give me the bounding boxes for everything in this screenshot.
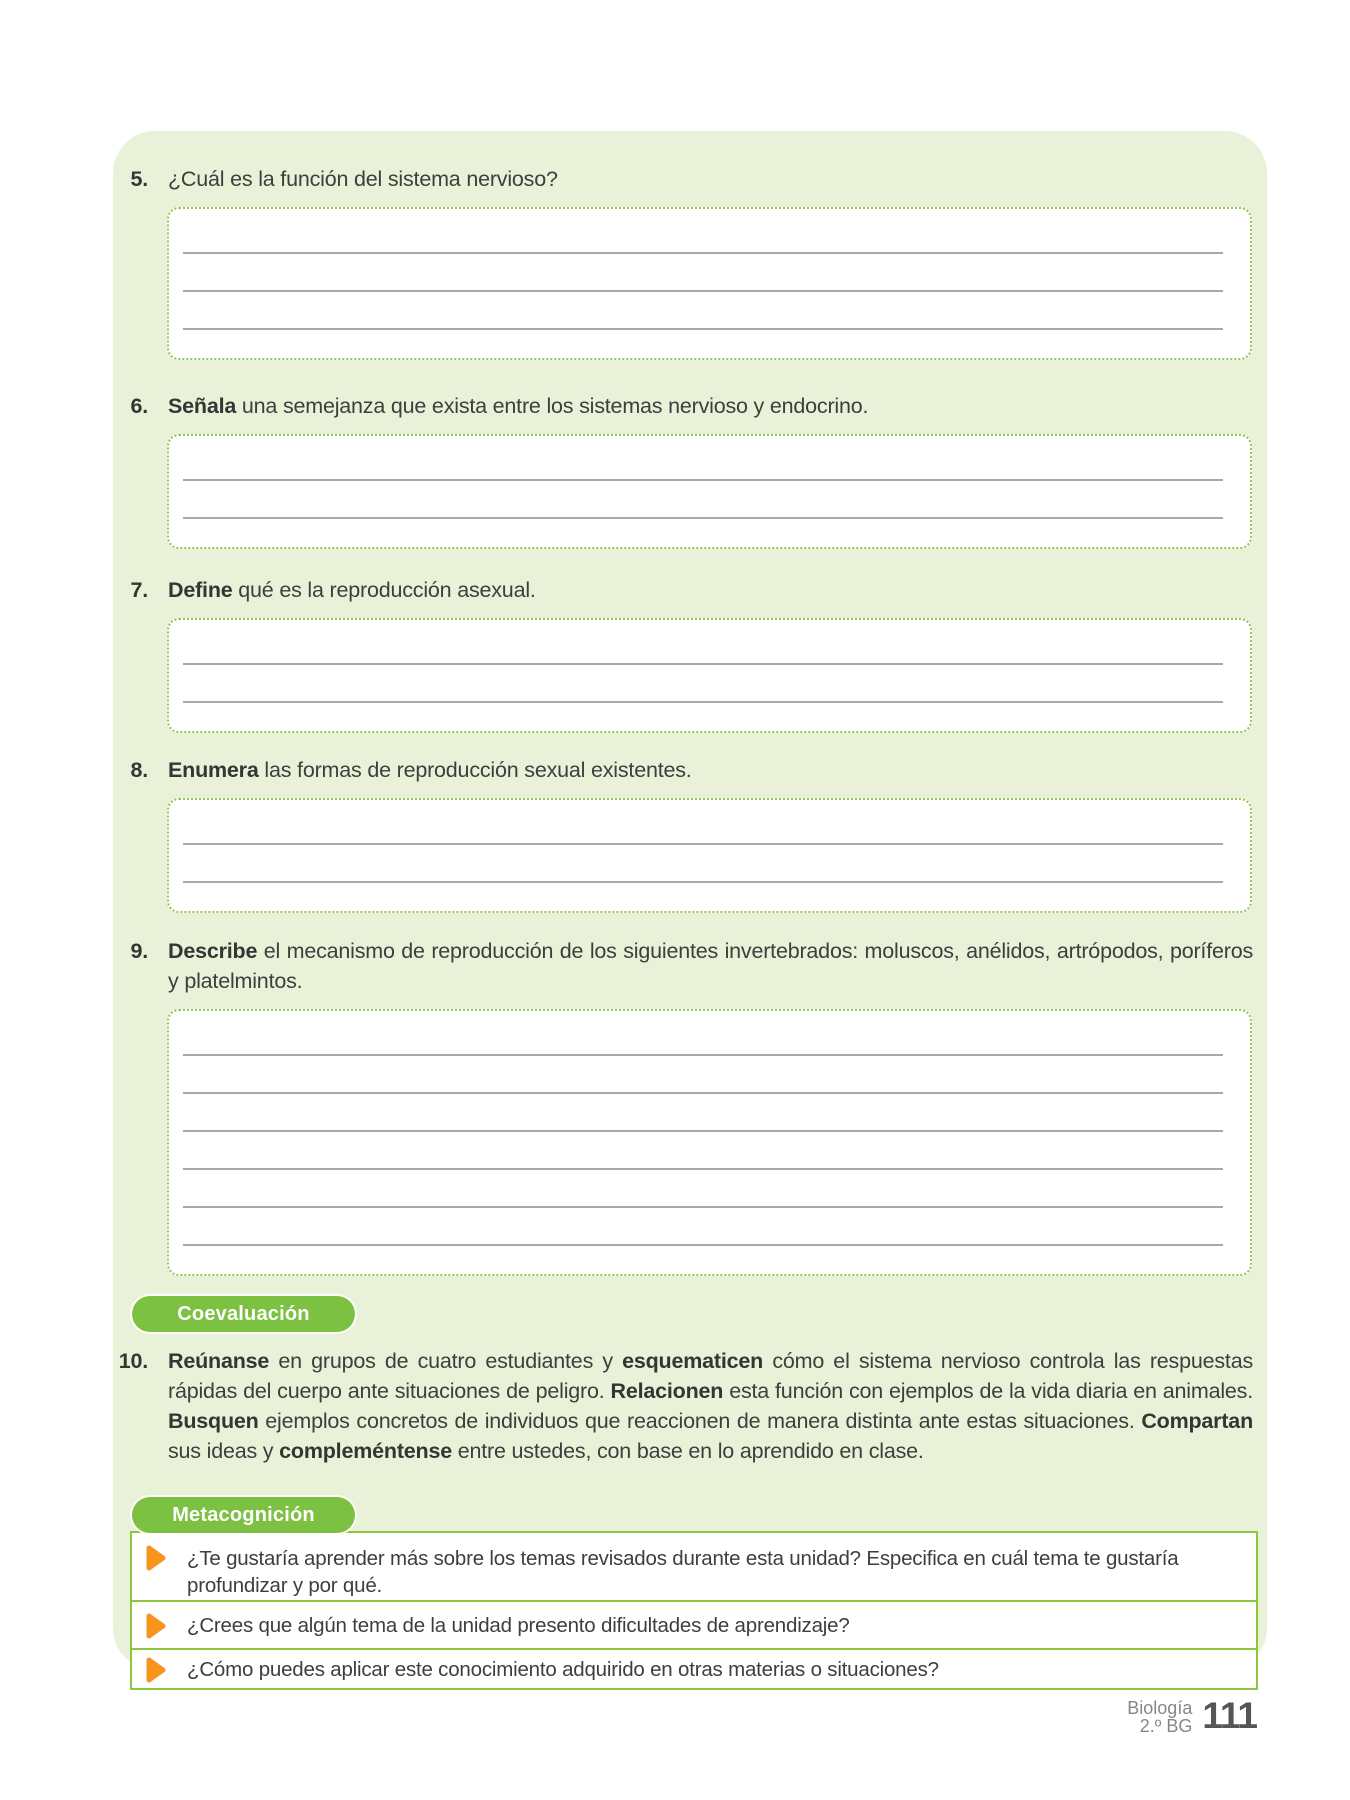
page-footer bbox=[1127, 1697, 1257, 1735]
metacognicion-question: ¿Cómo puedes aplicar este conocimiento adquirido en otras materias o situaciones? bbox=[187, 1657, 939, 1681]
question-text-bold: Compartan bbox=[1141, 1409, 1253, 1433]
question-10 bbox=[113, 1346, 1253, 1466]
question-text: sus ideas y bbox=[168, 1439, 280, 1463]
question-number: 6. bbox=[130, 394, 148, 418]
answer-box-8 bbox=[167, 798, 1252, 913]
answer-line bbox=[183, 701, 1223, 703]
answer-box-5 bbox=[167, 207, 1252, 360]
question-6 bbox=[113, 391, 1267, 421]
answer-line bbox=[183, 290, 1223, 292]
question-8 bbox=[113, 755, 1267, 785]
question-text-bold: Busquen bbox=[168, 1409, 259, 1433]
metacognicion-table bbox=[130, 1531, 1258, 1690]
answer-line bbox=[183, 1092, 1223, 1094]
answer-box-6 bbox=[167, 434, 1252, 549]
question-text: cómo el sistema nervioso controla las respuestas rápidas del cuerpo ante situaciones de peligro. bbox=[168, 1349, 1253, 1403]
answer-line bbox=[183, 1244, 1223, 1246]
question-number: 9. bbox=[130, 939, 148, 963]
answer-line bbox=[183, 252, 1223, 254]
answer-line bbox=[183, 1054, 1223, 1056]
question-text: entre ustedes, con base en lo aprendido en clase. bbox=[451, 1439, 924, 1463]
question-number: 8. bbox=[130, 758, 148, 782]
question-text-bold: Reúnanse bbox=[168, 1349, 270, 1373]
answer-line bbox=[183, 517, 1223, 519]
metacognicion-badge bbox=[132, 1497, 355, 1533]
metacognicion-question: ¿Crees que algún tema de la unidad presento dificultades de aprendizaje? bbox=[187, 1613, 850, 1637]
worksheet-panel bbox=[113, 131, 1267, 1681]
question-text: las formas de reproducción sexual existentes. bbox=[258, 758, 692, 782]
arrow-bullet-icon bbox=[146, 1545, 168, 1571]
metacognicion-row bbox=[132, 1600, 1256, 1648]
metacognicion-question: ¿Te gustaría aprender más sobre los temas revisados durante esta unidad? Especifica en cuál tema te gustaría profundizar y por qué. bbox=[187, 1547, 1179, 1597]
question-lead: Describe bbox=[168, 939, 258, 963]
metacognicion-row bbox=[132, 1533, 1256, 1600]
page-number: 111 bbox=[1202, 1695, 1257, 1736]
question-text: el mecanismo de reproducción de los siguientes invertebrados: moluscos, anélidos, artrópodos, poríferos y platelmintos. bbox=[168, 939, 1253, 993]
question-text: qué es la reproducción asexual. bbox=[232, 578, 536, 602]
subject-label: Biología bbox=[1127, 1698, 1193, 1718]
answer-line bbox=[183, 1130, 1223, 1132]
metacognicion-badge-label: Metacognición bbox=[172, 1503, 315, 1526]
question-lead: Define bbox=[168, 578, 233, 602]
coevaluacion-badge bbox=[132, 1296, 355, 1332]
question-number: 7. bbox=[130, 578, 148, 602]
footer-meta bbox=[1127, 1697, 1192, 1735]
answer-line bbox=[183, 663, 1223, 665]
question-text: en grupos de cuatro estudiantes y bbox=[269, 1349, 623, 1373]
question-text: ejemplos concretos de individuos que reaccionen de manera distinta ante estas situaciones. bbox=[258, 1409, 1142, 1433]
question-number: 10. bbox=[118, 1349, 148, 1373]
question-text: una semejanza que exista entre los sistemas nervioso y endocrino. bbox=[236, 394, 869, 418]
question-lead: Señala bbox=[168, 394, 237, 418]
question-text: esta función con ejemplos de la vida diaria en animales. bbox=[723, 1379, 1253, 1403]
coevaluacion-badge-label: Coevaluación bbox=[177, 1302, 310, 1325]
answer-box-7 bbox=[167, 618, 1252, 733]
answer-line bbox=[183, 1168, 1223, 1170]
grade-label: 2.º BG bbox=[1139, 1716, 1193, 1736]
answer-box-9 bbox=[167, 1009, 1252, 1276]
question-number: 5. bbox=[130, 167, 148, 191]
answer-line bbox=[183, 1206, 1223, 1208]
question-lead: Enumera bbox=[168, 758, 259, 782]
answer-line bbox=[183, 843, 1223, 845]
arrow-bullet-icon bbox=[146, 1613, 168, 1639]
question-text: ¿Cuál es la función del sistema nervioso? bbox=[168, 167, 558, 191]
question-text-bold: Relacionen bbox=[610, 1379, 724, 1403]
question-9 bbox=[113, 936, 1253, 996]
question-7 bbox=[113, 575, 1267, 605]
answer-line bbox=[183, 881, 1223, 883]
question-text-bold: esquematicen bbox=[622, 1349, 764, 1373]
question-5 bbox=[113, 164, 1267, 194]
metacognicion-row bbox=[132, 1648, 1256, 1688]
question-text-bold: compleméntense bbox=[279, 1439, 452, 1463]
arrow-bullet-icon bbox=[146, 1657, 168, 1683]
answer-line bbox=[183, 479, 1223, 481]
answer-line bbox=[183, 328, 1223, 330]
